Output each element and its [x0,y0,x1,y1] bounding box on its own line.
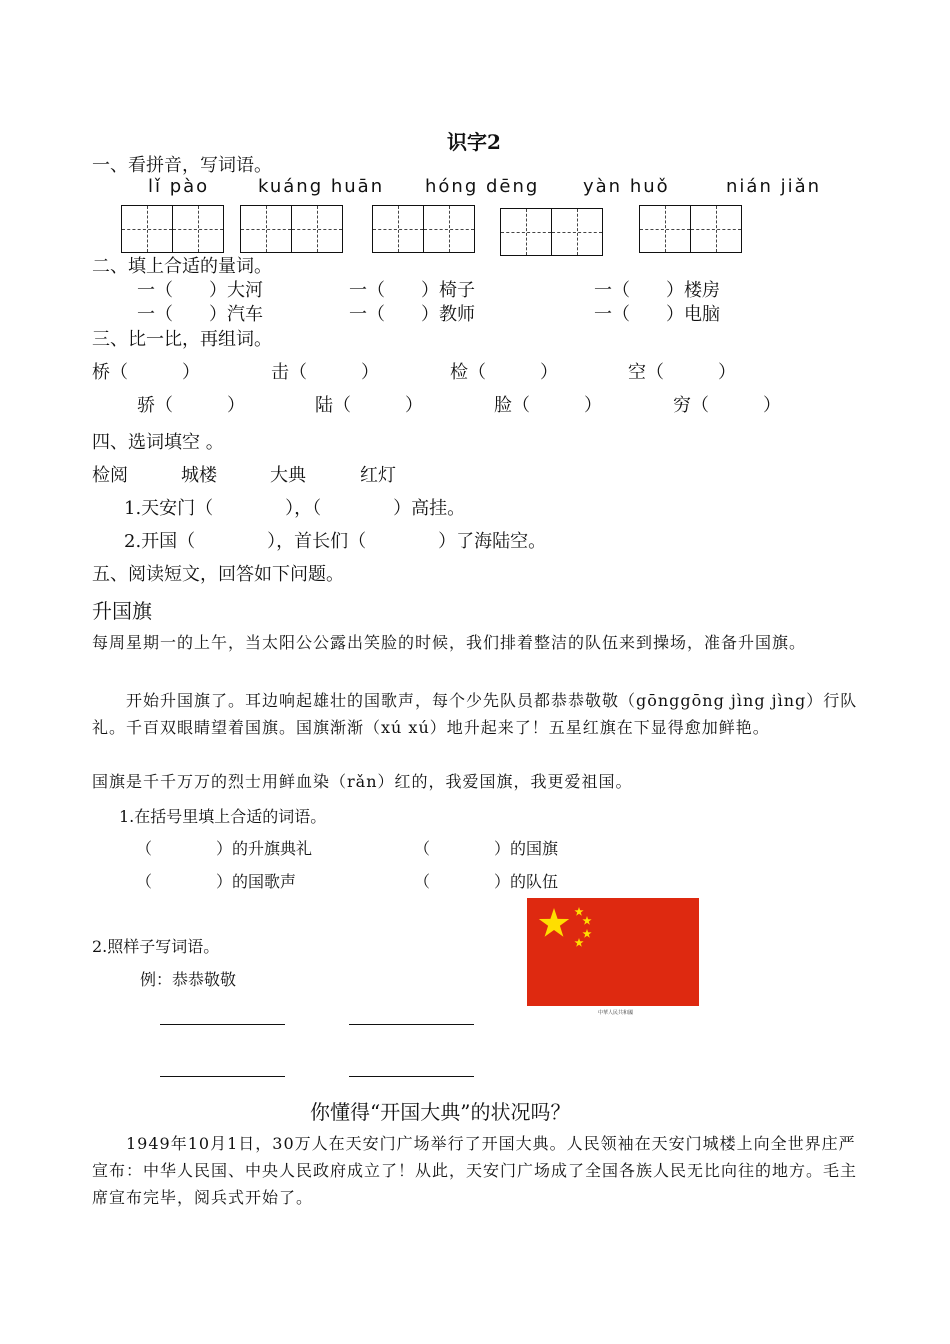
article-paragraph: 开始升国旗了。耳边响起雄壮的国歌声，每个少先队员都恭恭敬敬（gōnggōng jìng jìng）行队礼。千百双眼睛望着国旗。国旗渐渐（xú xú）地升起来了！五星红旗在下显得愈加鲜艳。 [92,691,858,737]
flag-caption: 中華人民共和國 [598,1010,634,1016]
pinyin-4: yàn huǒ [583,176,670,197]
compare-item: 检（ ） [450,362,558,383]
compare-item: 陆（ ） [315,395,423,416]
phrase-blank: （ ）的队伍 [414,872,559,891]
compare-item: 穷（ ） [673,395,781,416]
measure-word-item: 一（ ）电脑 [594,304,720,325]
section4-heading: 四、选词填空 。 [92,432,224,453]
word-choice: 大典 [270,465,306,486]
example-text: 例：恭恭敬敬 [140,970,237,989]
measure-word-item: 一（ ）椅子 [349,280,475,301]
pinyin-5: nián jiǎn [726,176,822,197]
article-paragraph: 国旗是千千万万的烈士用鲜血染（rǎn）红的，我爱国旗，我更爱祖国。 [92,772,633,791]
page-title: 识字2 [447,130,501,154]
reading-title: 你懂得“开国大典”的状况吗？ [310,1100,571,1124]
pinyin-3: hóng dēng [425,176,540,197]
fill-question-1: 1.天安门（ ），（ ）高挂。 [124,498,466,519]
flag-star-small [574,938,583,947]
measure-word-item: 一（ ）大河 [137,280,263,301]
writing-grid-2[interactable] [240,205,343,253]
word-choice: 检阅 [92,465,128,486]
answer-line[interactable] [160,1076,285,1077]
compare-item: 空（ ） [628,362,736,383]
pinyin-1: lǐ pào [148,176,210,197]
section1-heading: 一、看拼音，写词语。 [92,155,272,176]
flag-star-small [574,907,583,916]
reading-question-2: 2.照样子写词语。 [92,937,220,956]
compare-item: 骄（ ） [137,395,245,416]
compare-item: 桥（ ） [92,362,200,383]
national-flag-image [527,898,699,1006]
writing-grid-4[interactable] [500,208,603,256]
flag-star-small [582,929,591,938]
writing-grid-5[interactable] [639,205,742,253]
article-paragraph: 每周星期一的上午，当太阳公公露出笑脸的时候，我们排着整洁的队伍来到操场，准备升国旗。 [92,633,807,652]
answer-line[interactable] [349,1076,474,1077]
flag-star-small [582,916,591,925]
writing-grid-1[interactable] [121,205,224,253]
phrase-blank: （ ）的升旗典礼 [136,839,313,858]
word-choice: 红灯 [360,465,396,486]
measure-word-item: 一（ ）教师 [349,304,475,325]
reading-question-1: 1.在括号里填上合适的词语。 [119,807,327,826]
article-title: 升国旗 [92,599,152,623]
answer-line[interactable] [349,1024,474,1025]
measure-word-item: 一（ ）汽车 [137,304,263,325]
flag-star-large [539,908,569,937]
answer-line[interactable] [160,1024,285,1025]
compare-item: 击（ ） [271,362,379,383]
measure-word-item: 一（ ）楼房 [594,280,720,301]
section3-heading: 三、比一比，再组词。 [92,329,272,350]
reading-paragraph: 1949年10月1日，30万人在天安门广场举行了开国大典。人民领袖在天安门城楼上向全世界庄严宣布：中华人民国、中央人民政府成立了！从此，天安门广场成了全国各族人民无比向往的地方。毛主席宣布完毕，阅兵式开始了。 [92,1134,858,1207]
word-choice: 城楼 [181,465,217,486]
pinyin-2: kuáng huān [258,176,385,197]
fill-question-2: 2.开国（ ），首长们（ ）了海陆空。 [124,531,547,552]
phrase-blank: （ ）的国旗 [414,839,559,858]
section2-heading: 二、填上合适的量词。 [92,256,272,277]
phrase-blank: （ ）的国歌声 [136,872,297,891]
section5-heading: 五、阅读短文，回答如下问题。 [92,564,344,585]
writing-grid-3[interactable] [372,205,475,253]
compare-item: 脸（ ） [494,395,602,416]
